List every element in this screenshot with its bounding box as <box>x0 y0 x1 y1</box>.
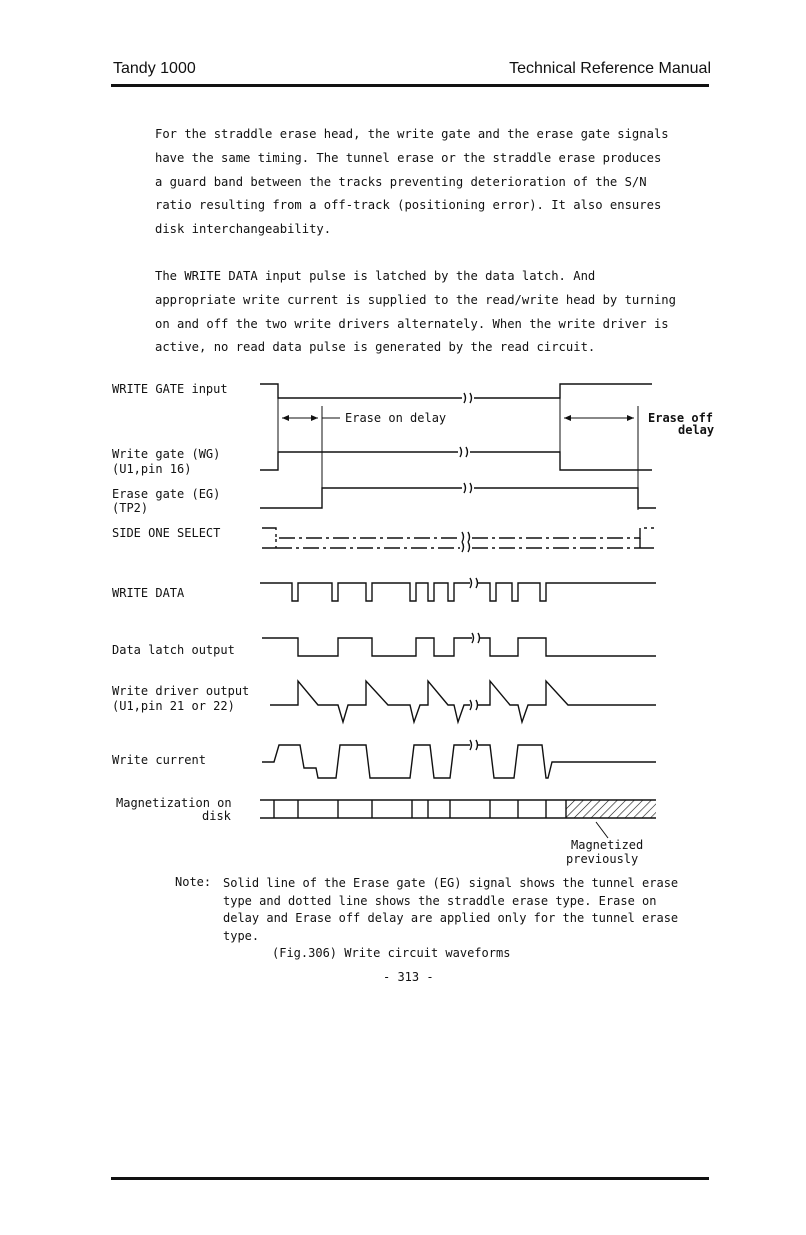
break-mark <box>472 633 480 643</box>
annotation-previously: previously <box>566 852 639 866</box>
signal-label-magnetization: Magnetization on <box>116 796 232 810</box>
annotation-delay: delay <box>678 423 715 437</box>
text-line: ratio resulting from a off-track (positioning error). It also ensures <box>155 198 662 213</box>
footer-rule <box>111 1177 709 1180</box>
header-title-left: Tandy 1000 <box>113 60 196 77</box>
signal-label-data-latch-output: Data latch output <box>112 643 235 657</box>
waveform-write-driver-output <box>270 681 656 722</box>
waveform-write-data <box>260 583 656 601</box>
text-line: appropriate write current is supplied to the read/write head by turning <box>155 292 676 307</box>
signal-label-disk: disk <box>202 809 231 823</box>
magnetized-previously-region <box>566 800 656 818</box>
figure-caption: (Fig.306) Write circuit waveforms <box>272 946 511 960</box>
break-mark <box>470 740 478 750</box>
note-line: delay and Erase off delay are applied only for the tunnel erase <box>223 911 679 925</box>
annotation-erase-on-delay: Erase on delay <box>345 411 447 425</box>
annotation-magnetized: Magnetized <box>571 838 644 852</box>
note-line: Solid line of the Erase gate (EG) signal shows the tunnel erase <box>223 876 679 890</box>
signal-label-write-gate-input: WRITE GATE input <box>112 382 228 396</box>
waveform-data-latch-output <box>262 638 656 656</box>
text-line: disk interchangeability. <box>155 222 332 237</box>
timing-guide <box>278 398 638 510</box>
signal-label-write-gate-wg: Write gate (WG) <box>112 447 221 461</box>
note-label: Note: <box>175 875 212 889</box>
text-line: The WRITE DATA input pulse is latched by the data latch. And <box>155 269 596 283</box>
break-mark <box>462 532 470 552</box>
note-line: type. <box>223 928 260 943</box>
text-line: active, no read data pulse is generated by the read circuit. <box>155 340 596 355</box>
waveform-side-one-select-bottom <box>262 538 654 548</box>
note-body <box>223 875 723 945</box>
break-mark <box>464 393 472 403</box>
annotation-erase-off: Erase off <box>648 411 714 425</box>
signal-label-write-driver-pin: (U1,pin 21 or 22) <box>112 699 235 713</box>
signal-label-write-data: WRITE DATA <box>112 586 185 600</box>
signal-label-write-gate-pin: (U1,pin 16) <box>112 462 192 476</box>
signal-label-write-current: Write current <box>112 753 206 767</box>
text-line: have the same timing. The tunnel erase or the straddle erase produces <box>155 150 662 165</box>
signal-label-write-driver-output: Write driver output <box>112 684 250 698</box>
header-title-right: Technical Reference Manual <box>509 60 711 77</box>
break-mark <box>470 578 478 588</box>
magnetized-pointer <box>596 822 608 838</box>
signal-label-erase-gate-tp: (TP2) <box>112 501 149 515</box>
break-mark <box>460 447 468 457</box>
text-line: a guard band between the tracks preventing deterioration of the S/N <box>155 174 647 189</box>
break-mark <box>470 700 478 710</box>
waveform-side-one-select-top <box>262 528 654 538</box>
signal-label-erase-gate-eg: Erase gate (EG) <box>112 487 221 501</box>
page-number: - 313 - <box>383 970 434 984</box>
waveform-write-gate-wg <box>260 452 652 470</box>
waveform-erase-gate-eg <box>260 488 656 508</box>
waveform-write-gate-input <box>260 384 652 398</box>
text-line: For the straddle erase head, the write gate and the erase gate signals <box>155 127 669 141</box>
waveform-write-current <box>262 745 656 778</box>
note-line: type and dotted line shows the straddle erase type. Erase on <box>223 893 657 908</box>
break-mark <box>464 483 472 493</box>
text-line: on and off the two write drivers alternately. When the write driver is <box>155 316 669 331</box>
signal-label-side-one-select: SIDE ONE SELECT <box>112 526 221 540</box>
